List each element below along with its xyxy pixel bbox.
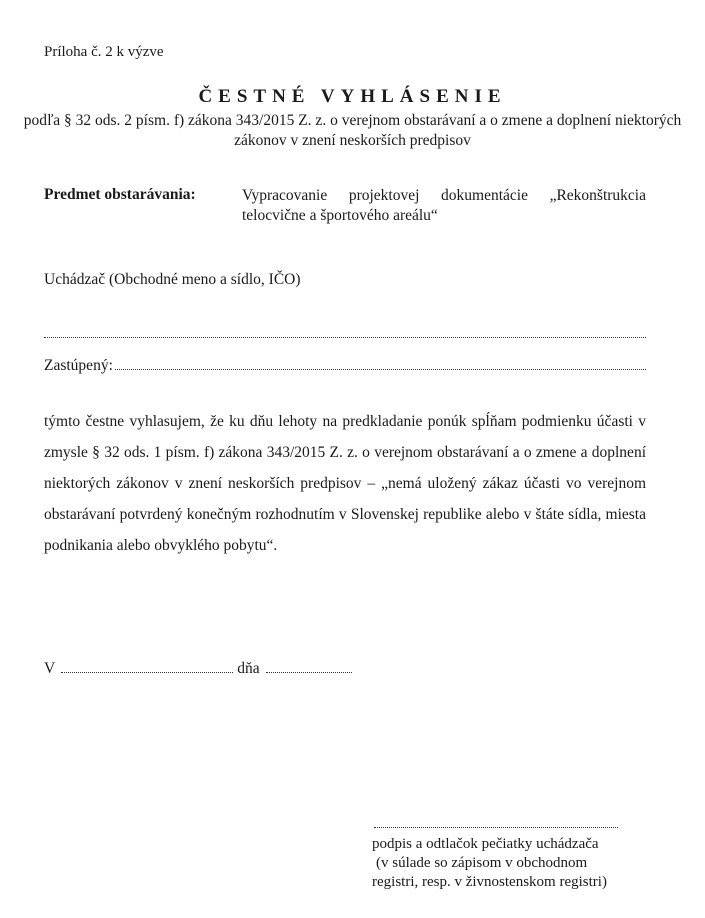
place-date-row — [44, 660, 352, 678]
signature-caption — [372, 835, 607, 892]
document-subtitle: podľa § 32 ods. 2 písm. f) zákona 343/2015 Z. z. o verejnom obstarávaní a o zmene a doplnení niektorých zákonov v znení neskorších predpisov — [23, 112, 682, 149]
date-prefix: dňa — [237, 660, 260, 677]
subject-label: Predmet obstarávania: — [44, 186, 196, 203]
represented-label: Zastúpený: — [44, 357, 113, 374]
annex-reference: Príloha č. 2 k výzve — [44, 44, 164, 60]
place-prefix: V — [44, 660, 56, 677]
subject-value: Vypracovanie projektovej dokumentácie „Rekonštrukcia telocvične a športového areálu“ — [242, 187, 646, 224]
bidder-fill-line[interactable] — [44, 326, 646, 338]
signature-fill-line[interactable] — [374, 818, 618, 828]
document-title: ČESTNÉ VYHLÁSENIE — [198, 86, 507, 107]
date-fill-line[interactable] — [266, 663, 352, 673]
place-fill-line[interactable] — [61, 663, 233, 673]
bidder-label: Uchádzač (Obchodné meno a sídlo, IČO) — [44, 271, 301, 288]
signature-caption-line-1: podpis a odtlačok pečiatky uchádzača — [372, 836, 599, 852]
represented-fill-line[interactable] — [115, 358, 646, 370]
represented-row — [44, 357, 646, 375]
declaration-paragraph: týmto čestne vyhlasujem, že ku dňu lehoty na predkladanie ponúk spĺňam podmienku účasti v zmysle § 32 ods. 1 písm. f) zákona 343/2015 Z. z. o verejnom obstarávaní a o zmene a doplnení niektorých zákonov v znení neskorších predpisov – „nemá uložený zákaz účasti vo verejnom obstarávaní potvrdený konečným rozhodnutím v Slovenskej republike alebo v štáte sídla, miesta podnikania alebo obvyklého pobytu“. — [44, 413, 646, 554]
signature-caption-line-2: (v súlade so zápisom v obchodnom — [376, 855, 588, 871]
signature-caption-line-3: registri, resp. v živnostenskom registri) — [372, 874, 607, 890]
